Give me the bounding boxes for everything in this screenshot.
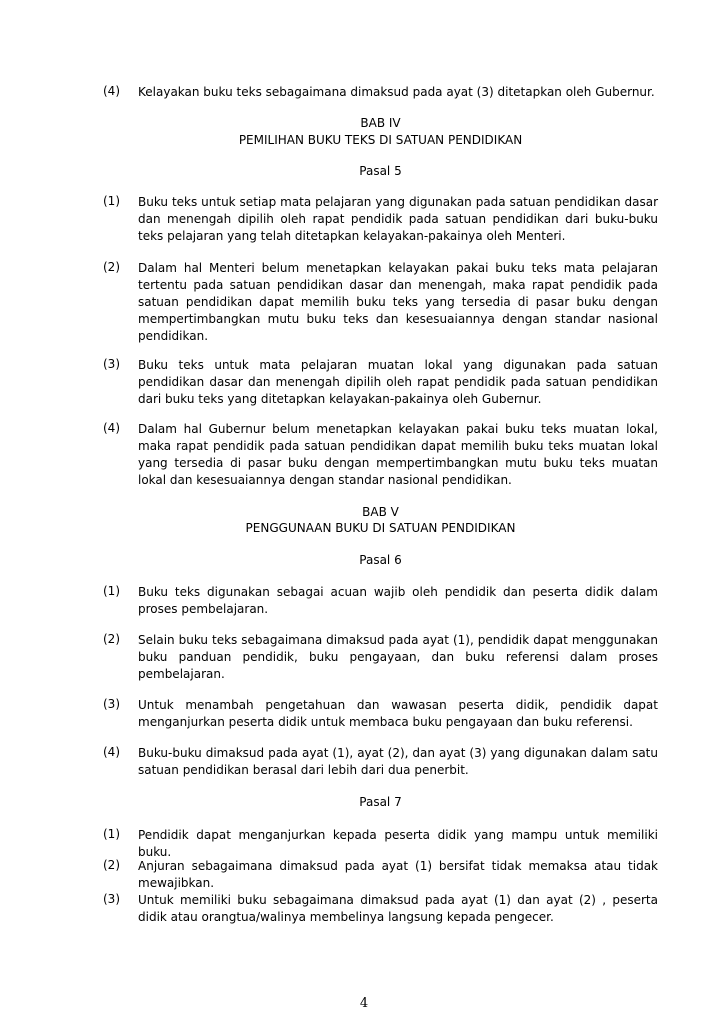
paragraph-number: (2) [103, 632, 120, 646]
paragraph-text: Dalam hal Gubernur belum menetapkan kelayakan pakai buku teks muatan lokal, maka rapat pendidik pada satuan pendidikan dapat memilih buku teks muatan lokal yang tersedia di pasar buku dengan mempertimbangkan mutu buku teks muatan lokal dan kesesuaiannya dengan standar nasional pendidikan. [138, 422, 658, 487]
paragraph-intro-4 [103, 84, 658, 101]
pasal7-item-2 [103, 858, 658, 892]
chapter-subtitle: PEMILIHAN BUKU TEKS DI SATUAN PENDIDIKAN [238, 133, 523, 147]
paragraph-number: (2) [103, 260, 120, 274]
paragraph-number: (2) [103, 858, 120, 872]
paragraph-number: (3) [103, 892, 120, 906]
pasal5-item-4 [103, 421, 658, 489]
page-number: 4 [359, 996, 369, 1011]
pasal5-item-1 [103, 194, 658, 245]
paragraph-text: Buku-buku dimaksud pada ayat (1), ayat (2), dan ayat (3) yang digunakan dalam satu satuan pendidikan berasal dari lebih dari dua penerbit. [138, 746, 658, 777]
paragraph-text: Buku teks untuk mata pelajaran muatan lokal yang digunakan pada satuan pendidikan dasar dan menengah dipilih oleh rapat pendidik pada satuan pendidikan dari buku teks yang ditetapkan kelayakan-pakainya oleh Gubernur. [138, 358, 658, 406]
paragraph-text: Buku teks untuk setiap mata pelajaran yang digunakan pada satuan pendidikan dasar dan menengah dipilih oleh rapat pendidik pada satuan pendidikan dari buku-buku teks pelajaran yang telah ditetapkan kelayakan-pakainya oleh Menteri. [138, 195, 658, 243]
pasal7-item-3 [103, 892, 658, 926]
paragraph-number: (1) [103, 194, 120, 208]
paragraph-text: Kelayakan buku teks sebagaimana dimaksud pada ayat (3) ditetapkan oleh Gubernur. [138, 85, 655, 99]
paragraph-text: Selain buku teks sebagaimana dimaksud pada ayat (1), pendidik dapat menggunakan buku panduan pendidik, buku pengayaan, dan buku referensi dalam proses pembelajaran. [138, 633, 658, 681]
pasal6-item-4 [103, 745, 658, 779]
pasal5-item-3 [103, 357, 658, 408]
pasal6-item-2 [103, 632, 658, 683]
paragraph-number: (3) [103, 697, 120, 711]
chapter-title: BAB IV [360, 116, 401, 130]
chapter-title: BAB V [362, 505, 399, 519]
article-title: Pasal 5 [359, 164, 402, 178]
pasal7-item-1 [103, 827, 658, 861]
pasal6-item-1 [103, 584, 658, 618]
pasal5-item-2 [103, 260, 658, 345]
paragraph-text: Untuk memiliki buku sebagaimana dimaksud pada ayat (1) dan ayat (2) , peserta didik atau orangtua/walinya membelinya langsung kepada pengecer. [138, 893, 658, 924]
pasal6-item-3 [103, 697, 658, 731]
chapter-subtitle: PENGGUNAAN BUKU DI SATUAN PENDIDIKAN [245, 521, 516, 535]
paragraph-text: Anjuran sebagaimana dimaksud pada ayat (1) bersifat tidak memaksa atau tidak mewajibkan. [138, 859, 658, 890]
paragraph-number: (4) [103, 84, 120, 98]
paragraph-text: Buku teks digunakan sebagai acuan wajib oleh pendidik dan peserta didik dalam proses pembelajaran. [138, 585, 658, 616]
paragraph-number: (4) [103, 745, 120, 759]
paragraph-text: Pendidik dapat menganjurkan kepada peserta didik yang mampu untuk memiliki buku. [138, 828, 658, 859]
article-title: Pasal 7 [359, 795, 402, 809]
paragraph-text: Dalam hal Menteri belum menetapkan kelayakan pakai buku teks mata pelajaran tertentu pada satuan pendidikan dasar dan menengah, maka rapat pendidik pada satuan pendidikan dapat memilih buku teks yang tersedia di pasar buku dengan mempertimbangkan mutu buku teks dan kesesuaiannya dengan standar nasional pendidikan. [138, 261, 658, 343]
paragraph-number: (4) [103, 421, 120, 435]
article-title: Pasal 6 [359, 553, 402, 567]
paragraph-number: (1) [103, 584, 120, 598]
paragraph-number: (1) [103, 827, 120, 841]
paragraph-number: (3) [103, 357, 120, 371]
paragraph-text: Untuk menambah pengetahuan dan wawasan peserta didik, pendidik dapat menganjurkan peserta didik untuk membaca buku pengayaan dan buku referensi. [138, 698, 658, 729]
